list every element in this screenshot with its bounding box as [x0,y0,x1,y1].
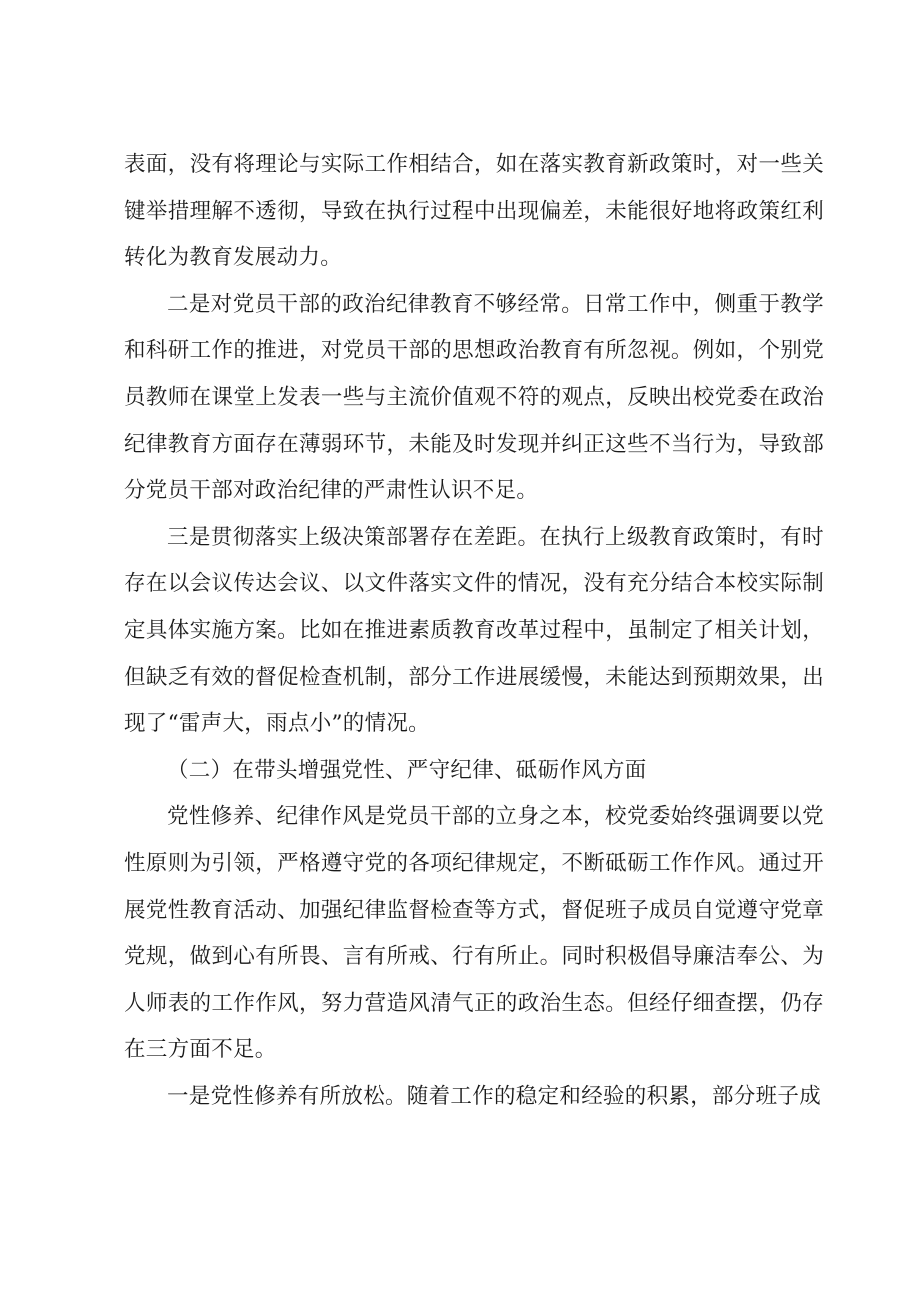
section-heading-text: （二）在带头增强党性、严守纪律、砥砺作风方面 [167,757,647,783]
paragraph-relaxed-cultivation: 一是党性修养有所放松。随着工作的稳定和经验的积累，部分班子成 [167,1083,822,1109]
document-body [124,142,824,1120]
paragraph-implementation-gap: 三是贯彻落实上级决策部署存在差距。在执行上级教育政策时，有时存在以会议传达会议、以文件落实文件的情况，没有充分结合本校实际制定具体实施方案。比如在推进素质教育改革过程中，虽制定了相关计划，但缺乏有效的督促检查机制，部分工作进展缓慢，未能达到预期效果，出现了“雷声大，雨点小”的情况。 [124,524,824,737]
paragraph-continuation: 表面，没有将理论与实际工作相结合，如在落实教育新政策时，对一些关键举措理解不透彻，导致在执行过程中出现偏差，未能很好地将政策红利转化为教育发展动力。 [124,152,824,271]
paragraph-party-spirit: 党性修养、纪律作风是党员干部的立身之本，校党委始终强调要以党性原则为引领，严格遵守党的各项纪律规定，不断砥砺工作作风。通过开展党性教育活动、加强纪律监督检查等方式，督促班子成员自觉遵守党章党规，做到心有所畏、言有所戒、行有所止。同时积极倡导廉洁奉公、为人师表的工作作风，努力营造风清气正的政治生态。但经仔细查摆，仍存在三方面不足。 [124,804,824,1063]
section-heading [124,748,824,795]
paragraph-political-discipline: 二是对党员干部的政治纪律教育不够经常。日常工作中，侧重于教学和科研工作的推进，对党员干部的思想政治教育有所忽视。例如，个别党员教师在课堂上发表一些与主流价值观不符的观点，反映出校党委在政治纪律教育方面存在薄弱环节，未能及时发现并纠正这些不当行为，导致部分党员干部对政治纪律的严肃性认识不足。 [124,291,824,504]
